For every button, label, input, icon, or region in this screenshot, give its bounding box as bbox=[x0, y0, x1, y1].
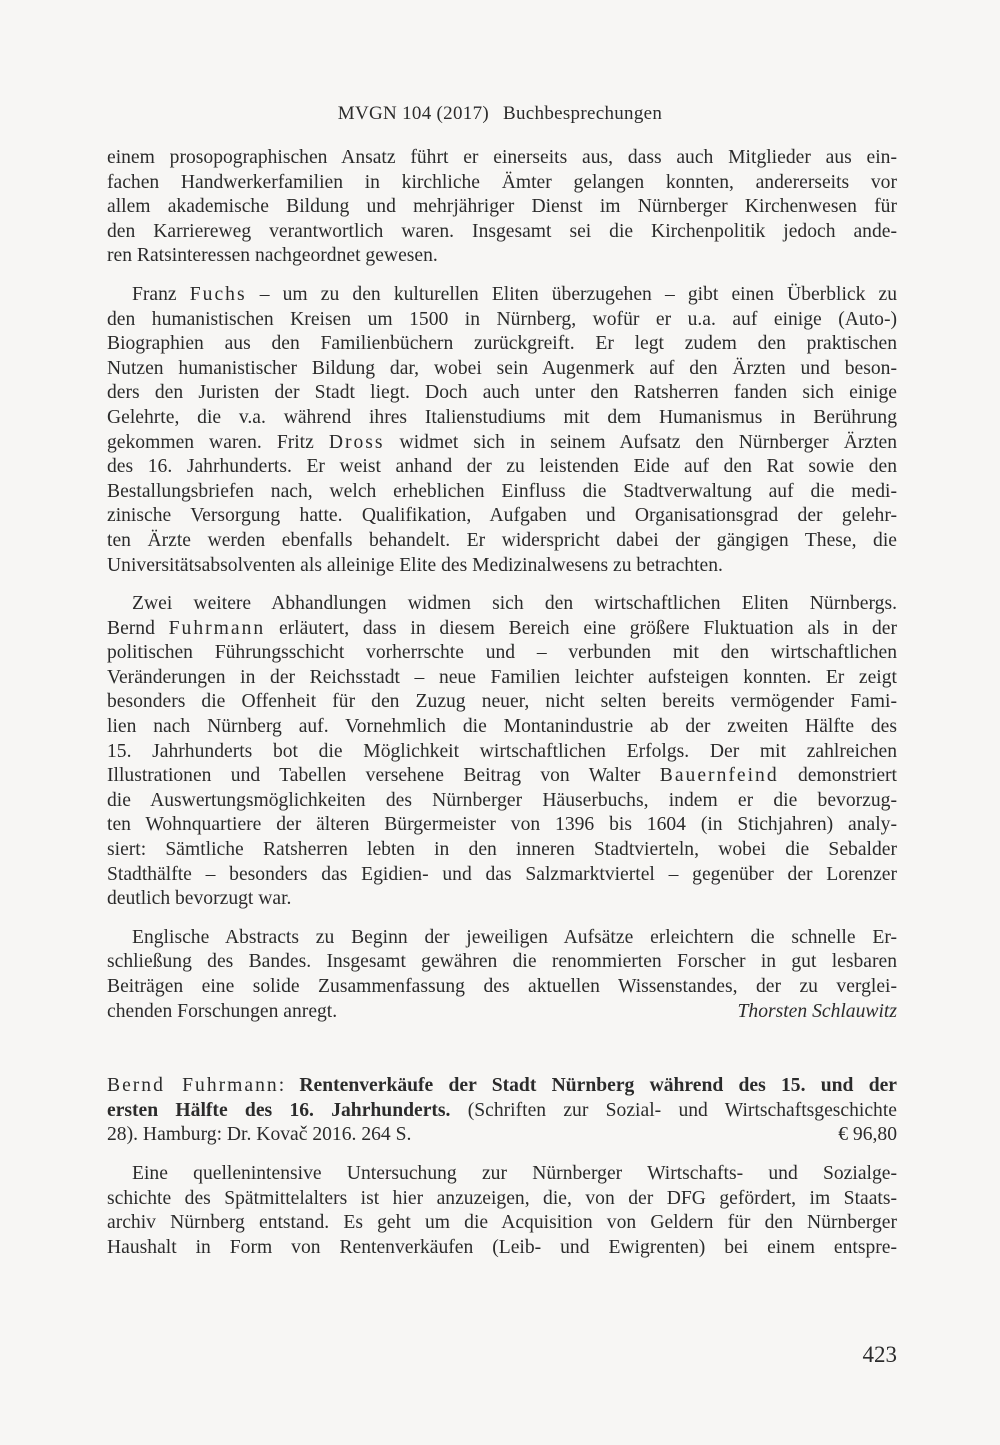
text-line: allem akademische Bildung und mehrjähriger Dienst im Nürnberger Kirchenwesen für bbox=[107, 196, 897, 218]
text-line: Biographien aus den Familienbüchern zurückgreift. Er legt zudem den praktischen bbox=[107, 333, 897, 355]
text-run: chenden Forschungen anregt. bbox=[107, 1000, 338, 1022]
price: € 96,80 bbox=[838, 1124, 897, 1146]
book-title: Rentenverkäufe der Stadt Nürnberg während des 15. und der bbox=[299, 1075, 897, 1097]
text-line: politischen Führungsschicht vorherrschte und – verbunden mit den wirtschaftlichen bbox=[107, 642, 897, 664]
paragraph-3 bbox=[107, 592, 897, 912]
text-line: Zwei weitere Abhandlungen widmen sich den wirtschaftlichen Eliten Nürnbergs. bbox=[132, 593, 897, 615]
text-line: Englische Abstracts zu Beginn der jeweiligen Aufsätze erleichtern die schnelle Er- bbox=[132, 926, 897, 948]
text-line: Nutzen humanistischer Bildung dar, wobei sein Augenmerk auf den Ärzten und beson- bbox=[107, 357, 897, 379]
text-line bbox=[107, 764, 897, 789]
author-name: Fuchs bbox=[189, 283, 247, 305]
text-line: den humanistischen Kreisen um 1500 in Nürnberg, wofür er u.a. auf einige (Auto-) bbox=[107, 308, 897, 330]
text-run: : bbox=[278, 1075, 300, 1097]
text-run: Bernd bbox=[107, 617, 169, 639]
text-run: Illustrationen und Tabellen versehene Beitrag von Walter bbox=[107, 765, 660, 787]
author-name: Bauernfeind bbox=[659, 765, 779, 787]
text-line: ren Ratsinteressen nachgeordnet gewesen. bbox=[107, 245, 438, 267]
paragraph-1 bbox=[107, 146, 897, 269]
text-line: schichte des Spätmittelalters ist hier anzuzeigen, die, von der DFG gefördert, im Staats- bbox=[107, 1187, 897, 1209]
text-line: Bestallungsbriefen nach, welch erheblichen Einfluss die Stadtverwaltung auf die medi- bbox=[107, 480, 897, 502]
text-line: Beiträgen eine solide Zusammenfassung des aktuellen Wissenstandes, der zu verglei- bbox=[107, 976, 897, 997]
body-text bbox=[107, 146, 897, 1274]
text-line bbox=[107, 1123, 897, 1148]
text-line bbox=[107, 1074, 897, 1099]
text-line: besonders die Offenheit für den Zuzug neuer, nicht selten bereits vermögender Fami- bbox=[107, 691, 897, 713]
series-info: (Schriften zur Sozial- und Wirtschaftsgeschichte bbox=[450, 1099, 897, 1121]
text-line: ten Wohnquartiere der älteren Bürgermeister von 1396 bis 1604 (in Stichjahren) analy- bbox=[107, 814, 897, 836]
text-line: Haushalt in Form von Rentenverkäufen (Leib- und Ewigrenten) bei einem entspre- bbox=[107, 1236, 897, 1258]
running-header bbox=[0, 103, 1000, 125]
text-line bbox=[107, 1000, 897, 1025]
text-run: Franz bbox=[132, 283, 190, 305]
book-title: ersten Hälfte des 16. Jahrhunderts. bbox=[107, 1099, 451, 1121]
text-line bbox=[107, 431, 897, 456]
text-run: gekommen waren. Fritz bbox=[107, 431, 329, 453]
text-line: deutlich bevorzugt war. bbox=[107, 888, 292, 910]
text-line: des 16. Jahrhunderts. Er weist anhand der zu leistenden Eide auf den Rat sowie den bbox=[107, 456, 897, 478]
text-line: einem prosopographischen Ansatz führt er einerseits aus, dass auch Mitglieder aus ein- bbox=[107, 147, 897, 168]
text-line: Gelehrte, die v.a. während ihres Italienstudiums mit dem Humanismus in Berührung bbox=[107, 406, 897, 428]
journal-citation: MVGN 104 (2017) bbox=[337, 103, 490, 124]
imprint: 28). Hamburg: Dr. Kovač 2016. 264 S. bbox=[107, 1124, 412, 1146]
text-run: erläutert, dass in diesem Bereich eine größere Fluktuation als in der bbox=[265, 617, 897, 639]
text-line: Eine quellenintensive Untersuchung zur Nürnberger Wirtschafts- und Sozialge- bbox=[132, 1162, 897, 1184]
paragraph-5 bbox=[107, 1162, 897, 1260]
text-run: widmet sich in seinem Aufsatz den Nürnberger Ärzten bbox=[384, 431, 897, 453]
text-line: den Karriereweg verantwortlich waren. Insgesamt sei die Kirchenpolitik jedoch ande- bbox=[107, 220, 897, 242]
text-line: archiv Nürnberg entstand. Es geht um die Acquisition von Geldern für den Nürnberger bbox=[107, 1212, 897, 1234]
text-line: schließung des Bandes. Insgesamt gewähren die renommierten Forscher in gut lesbaren bbox=[107, 951, 897, 973]
text-line: zinische Versorgung hatte. Qualifikation, Aufgaben und Organisationsgrad der gelehr- bbox=[107, 505, 897, 527]
text-line bbox=[107, 1099, 897, 1124]
section-title: Buchbesprechungen bbox=[503, 103, 663, 124]
paragraph-4 bbox=[107, 926, 897, 1024]
paragraph-2 bbox=[107, 283, 897, 578]
text-line: fachen Handwerkerfamilien in kirchliche Ämter gelangen konnten, andererseits vor bbox=[107, 171, 897, 193]
text-run: demonstriert bbox=[778, 765, 897, 787]
text-line: 15. Jahrhunderts bot die Möglichkeit wirtschaftlichen Erfolgs. Der mit zahlreichen bbox=[107, 740, 897, 762]
text-line: ten Ärzte werden ebenfalls behandelt. Er widerspricht dabei der gängigen These, die bbox=[107, 529, 897, 551]
text-line bbox=[107, 283, 897, 308]
text-line: Veränderungen in der Reichsstadt – neue Familien leichter aufsteigen konnten. Er zeigt bbox=[107, 666, 897, 688]
text-line: die Auswertungsmöglichkeiten des Nürnberger Häuserbuchs, indem er die bevorzug- bbox=[107, 789, 897, 811]
text-run: – um zu den kulturellen Eliten überzugehen – gibt einen Überblick zu bbox=[246, 283, 898, 305]
section-gap bbox=[107, 1038, 897, 1074]
text-line: lien nach Nürnberg auf. Vornehmlich die Montanindustrie ab der zweiten Hälfte des bbox=[107, 716, 897, 738]
text-line bbox=[107, 617, 897, 642]
text-line: Universitätsabsolventen als alleinige Elite des Medizinalwesens zu betrachten. bbox=[107, 554, 723, 576]
author-name: Dross bbox=[328, 431, 385, 453]
review-heading bbox=[107, 1074, 897, 1148]
text-line: Stadthälfte – besonders das Egidien- und das Salzmarktviertel – gegenüber der Lorenzer bbox=[107, 863, 897, 885]
text-line: ders den Juristen der Stadt liegt. Doch auch unter den Ratsherren fanden sich einige bbox=[107, 382, 897, 404]
reviewer-signature: Thorsten Schlauwitz bbox=[737, 1000, 897, 1022]
author-name: Fuhrmann bbox=[168, 617, 266, 639]
reviewed-author: Bernd Fuhrmann bbox=[107, 1075, 279, 1097]
text-line: siert: Sämtliche Ratsherren lebten in den inneren Stadtvierteln, wobei die Sebalder bbox=[107, 839, 897, 861]
page-number: 423 bbox=[862, 1342, 897, 1367]
